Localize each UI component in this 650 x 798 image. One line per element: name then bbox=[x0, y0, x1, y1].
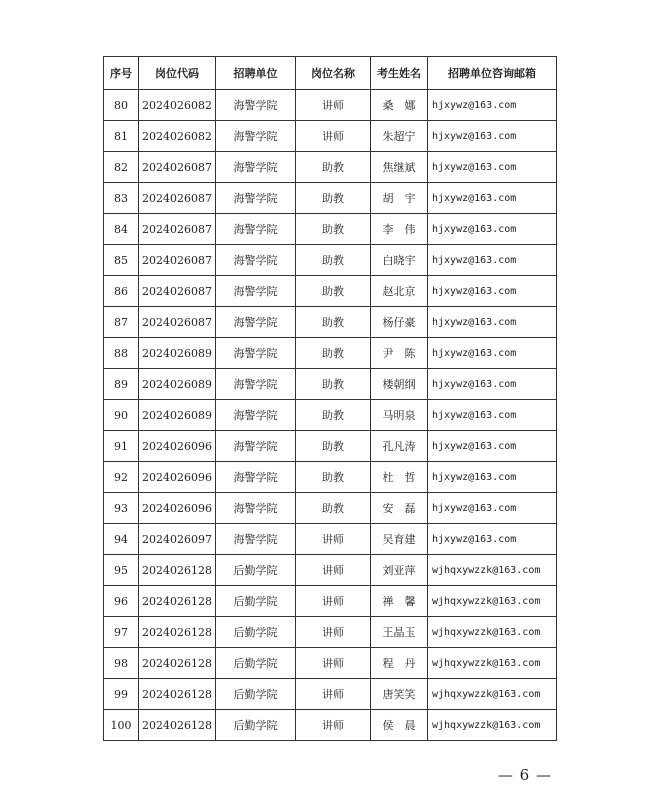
recruiting-unit-cell: 海警学院 bbox=[216, 307, 296, 338]
serial-number-cell: 80 bbox=[104, 90, 139, 121]
contact-email-cell: hjxywz@163.com bbox=[428, 462, 557, 493]
table-row bbox=[104, 648, 557, 679]
recruiting-unit-cell: 后勤学院 bbox=[216, 555, 296, 586]
candidate-name-cell: 焦继斌 bbox=[371, 152, 428, 183]
serial-number-cell: 83 bbox=[104, 183, 139, 214]
serial-number-cell: 90 bbox=[104, 400, 139, 431]
candidate-name-cell: 刘亚萍 bbox=[371, 555, 428, 586]
recruiting-unit-cell: 后勤学院 bbox=[216, 586, 296, 617]
position-name-cell: 助教 bbox=[296, 462, 371, 493]
serial-number-cell: 85 bbox=[104, 245, 139, 276]
table-row bbox=[104, 524, 557, 555]
recruiting-unit-cell: 海警学院 bbox=[216, 90, 296, 121]
position-code-cell: 2024026087 bbox=[139, 276, 216, 307]
recruiting-unit-cell: 海警学院 bbox=[216, 431, 296, 462]
position-name-cell: 助教 bbox=[296, 400, 371, 431]
position-name-cell: 助教 bbox=[296, 338, 371, 369]
serial-number-cell: 95 bbox=[104, 555, 139, 586]
recruiting-unit-cell: 海警学院 bbox=[216, 369, 296, 400]
table-row bbox=[104, 586, 557, 617]
contact-email-cell: hjxywz@163.com bbox=[428, 121, 557, 152]
contact-email-cell: hjxywz@163.com bbox=[428, 152, 557, 183]
position-code-cell: 2024026087 bbox=[139, 183, 216, 214]
candidate-name-cell: 吴育建 bbox=[371, 524, 428, 555]
candidate-name-cell: 白晓宇 bbox=[371, 245, 428, 276]
position-code-cell: 2024026128 bbox=[139, 648, 216, 679]
candidate-name-cell: 赵北京 bbox=[371, 276, 428, 307]
recruiting-unit-cell: 海警学院 bbox=[216, 214, 296, 245]
position-name-cell: 助教 bbox=[296, 214, 371, 245]
table-header bbox=[104, 57, 557, 90]
contact-email-cell: hjxywz@163.com bbox=[428, 338, 557, 369]
candidate-table bbox=[103, 56, 557, 741]
position-code-cell: 2024026087 bbox=[139, 152, 216, 183]
position-name-cell: 助教 bbox=[296, 245, 371, 276]
recruiting-unit-cell: 海警学院 bbox=[216, 121, 296, 152]
header-candidate-name: 考生姓名 bbox=[371, 57, 428, 90]
position-code-cell: 2024026082 bbox=[139, 121, 216, 152]
contact-email-cell: wjhqxywzzk@163.com bbox=[428, 679, 557, 710]
serial-number-cell: 81 bbox=[104, 121, 139, 152]
candidate-name-cell: 胡 宇 bbox=[371, 183, 428, 214]
recruiting-unit-cell: 海警学院 bbox=[216, 338, 296, 369]
candidate-name-cell: 王晶玉 bbox=[371, 617, 428, 648]
table-row bbox=[104, 462, 557, 493]
recruiting-unit-cell: 海警学院 bbox=[216, 400, 296, 431]
position-code-cell: 2024026082 bbox=[139, 90, 216, 121]
position-name-cell: 助教 bbox=[296, 183, 371, 214]
contact-email-cell: wjhqxywzzk@163.com bbox=[428, 617, 557, 648]
table-row bbox=[104, 338, 557, 369]
serial-number-cell: 97 bbox=[104, 617, 139, 648]
table-row bbox=[104, 245, 557, 276]
recruiting-unit-cell: 后勤学院 bbox=[216, 710, 296, 741]
header-contact-email: 招聘单位咨询邮箱 bbox=[428, 57, 557, 90]
table-row bbox=[104, 90, 557, 121]
table-row bbox=[104, 431, 557, 462]
contact-email-cell: hjxywz@163.com bbox=[428, 307, 557, 338]
recruiting-unit-cell: 后勤学院 bbox=[216, 648, 296, 679]
serial-number-cell: 94 bbox=[104, 524, 139, 555]
position-code-cell: 2024026096 bbox=[139, 462, 216, 493]
position-code-cell: 2024026089 bbox=[139, 338, 216, 369]
position-name-cell: 讲师 bbox=[296, 586, 371, 617]
candidate-name-cell: 禅 馨 bbox=[371, 586, 428, 617]
serial-number-cell: 92 bbox=[104, 462, 139, 493]
contact-email-cell: wjhqxywzzk@163.com bbox=[428, 555, 557, 586]
position-name-cell: 助教 bbox=[296, 431, 371, 462]
candidate-name-cell: 程 丹 bbox=[371, 648, 428, 679]
recruiting-unit-cell: 后勤学院 bbox=[216, 617, 296, 648]
table-row bbox=[104, 369, 557, 400]
position-code-cell: 2024026089 bbox=[139, 400, 216, 431]
contact-email-cell: hjxywz@163.com bbox=[428, 431, 557, 462]
position-code-cell: 2024026128 bbox=[139, 617, 216, 648]
position-name-cell: 助教 bbox=[296, 276, 371, 307]
recruiting-unit-cell: 海警学院 bbox=[216, 152, 296, 183]
candidate-name-cell: 唐笑笑 bbox=[371, 679, 428, 710]
candidate-name-cell: 杨仔豪 bbox=[371, 307, 428, 338]
table-row bbox=[104, 617, 557, 648]
position-name-cell: 助教 bbox=[296, 493, 371, 524]
contact-email-cell: wjhqxywzzk@163.com bbox=[428, 648, 557, 679]
position-name-cell: 讲师 bbox=[296, 679, 371, 710]
serial-number-cell: 99 bbox=[104, 679, 139, 710]
recruiting-unit-cell: 海警学院 bbox=[216, 245, 296, 276]
position-code-cell: 2024026087 bbox=[139, 214, 216, 245]
candidate-name-cell: 侯 晨 bbox=[371, 710, 428, 741]
contact-email-cell: wjhqxywzzk@163.com bbox=[428, 586, 557, 617]
table-row bbox=[104, 400, 557, 431]
position-name-cell: 讲师 bbox=[296, 710, 371, 741]
position-code-cell: 2024026097 bbox=[139, 524, 216, 555]
contact-email-cell: hjxywz@163.com bbox=[428, 214, 557, 245]
contact-email-cell: hjxywz@163.com bbox=[428, 524, 557, 555]
recruiting-unit-cell: 海警学院 bbox=[216, 462, 296, 493]
position-code-cell: 2024026128 bbox=[139, 710, 216, 741]
candidate-name-cell: 桑 娜 bbox=[371, 90, 428, 121]
recruiting-unit-cell: 后勤学院 bbox=[216, 679, 296, 710]
candidate-name-cell: 杜 哲 bbox=[371, 462, 428, 493]
candidate-name-cell: 尹 陈 bbox=[371, 338, 428, 369]
position-name-cell: 讲师 bbox=[296, 90, 371, 121]
position-code-cell: 2024026089 bbox=[139, 369, 216, 400]
page-number: — 6 — bbox=[497, 766, 552, 784]
serial-number-cell: 98 bbox=[104, 648, 139, 679]
position-code-cell: 2024026128 bbox=[139, 555, 216, 586]
contact-email-cell: hjxywz@163.com bbox=[428, 183, 557, 214]
table-row bbox=[104, 555, 557, 586]
candidate-name-cell: 孔凡涛 bbox=[371, 431, 428, 462]
contact-email-cell: hjxywz@163.com bbox=[428, 400, 557, 431]
position-name-cell: 讲师 bbox=[296, 524, 371, 555]
position-code-cell: 2024026096 bbox=[139, 431, 216, 462]
serial-number-cell: 93 bbox=[104, 493, 139, 524]
header-serial-number: 序号 bbox=[104, 57, 139, 90]
candidate-name-cell: 安 磊 bbox=[371, 493, 428, 524]
serial-number-cell: 86 bbox=[104, 276, 139, 307]
candidate-name-cell: 李 伟 bbox=[371, 214, 428, 245]
position-name-cell: 助教 bbox=[296, 369, 371, 400]
candidate-name-cell: 楼朝纲 bbox=[371, 369, 428, 400]
table-row bbox=[104, 121, 557, 152]
recruiting-unit-cell: 海警学院 bbox=[216, 276, 296, 307]
serial-number-cell: 82 bbox=[104, 152, 139, 183]
header-row bbox=[104, 57, 557, 90]
table-row bbox=[104, 710, 557, 741]
contact-email-cell: hjxywz@163.com bbox=[428, 493, 557, 524]
position-name-cell: 助教 bbox=[296, 307, 371, 338]
table-row bbox=[104, 276, 557, 307]
serial-number-cell: 91 bbox=[104, 431, 139, 462]
candidate-name-cell: 马明泉 bbox=[371, 400, 428, 431]
header-position-code: 岗位代码 bbox=[139, 57, 216, 90]
position-code-cell: 2024026087 bbox=[139, 245, 216, 276]
position-name-cell: 讲师 bbox=[296, 121, 371, 152]
contact-email-cell: hjxywz@163.com bbox=[428, 245, 557, 276]
serial-number-cell: 87 bbox=[104, 307, 139, 338]
serial-number-cell: 100 bbox=[104, 710, 139, 741]
header-recruiting-unit: 招聘单位 bbox=[216, 57, 296, 90]
position-code-cell: 2024026128 bbox=[139, 679, 216, 710]
position-code-cell: 2024026087 bbox=[139, 307, 216, 338]
position-name-cell: 讲师 bbox=[296, 555, 371, 586]
position-name-cell: 助教 bbox=[296, 152, 371, 183]
recruiting-unit-cell: 海警学院 bbox=[216, 183, 296, 214]
serial-number-cell: 96 bbox=[104, 586, 139, 617]
position-name-cell: 讲师 bbox=[296, 617, 371, 648]
contact-email-cell: hjxywz@163.com bbox=[428, 276, 557, 307]
contact-email-cell: hjxywz@163.com bbox=[428, 90, 557, 121]
candidate-name-cell: 朱超宁 bbox=[371, 121, 428, 152]
position-name-cell: 讲师 bbox=[296, 648, 371, 679]
table-row bbox=[104, 493, 557, 524]
contact-email-cell: hjxywz@163.com bbox=[428, 369, 557, 400]
position-code-cell: 2024026128 bbox=[139, 586, 216, 617]
serial-number-cell: 88 bbox=[104, 338, 139, 369]
serial-number-cell: 84 bbox=[104, 214, 139, 245]
position-code-cell: 2024026096 bbox=[139, 493, 216, 524]
header-position-name: 岗位名称 bbox=[296, 57, 371, 90]
table-body bbox=[104, 90, 557, 741]
recruiting-unit-cell: 海警学院 bbox=[216, 493, 296, 524]
table-row bbox=[104, 152, 557, 183]
table-row bbox=[104, 679, 557, 710]
table-row bbox=[104, 307, 557, 338]
recruiting-unit-cell: 海警学院 bbox=[216, 524, 296, 555]
serial-number-cell: 89 bbox=[104, 369, 139, 400]
table-row bbox=[104, 183, 557, 214]
table-row bbox=[104, 214, 557, 245]
contact-email-cell: wjhqxywzzk@163.com bbox=[428, 710, 557, 741]
